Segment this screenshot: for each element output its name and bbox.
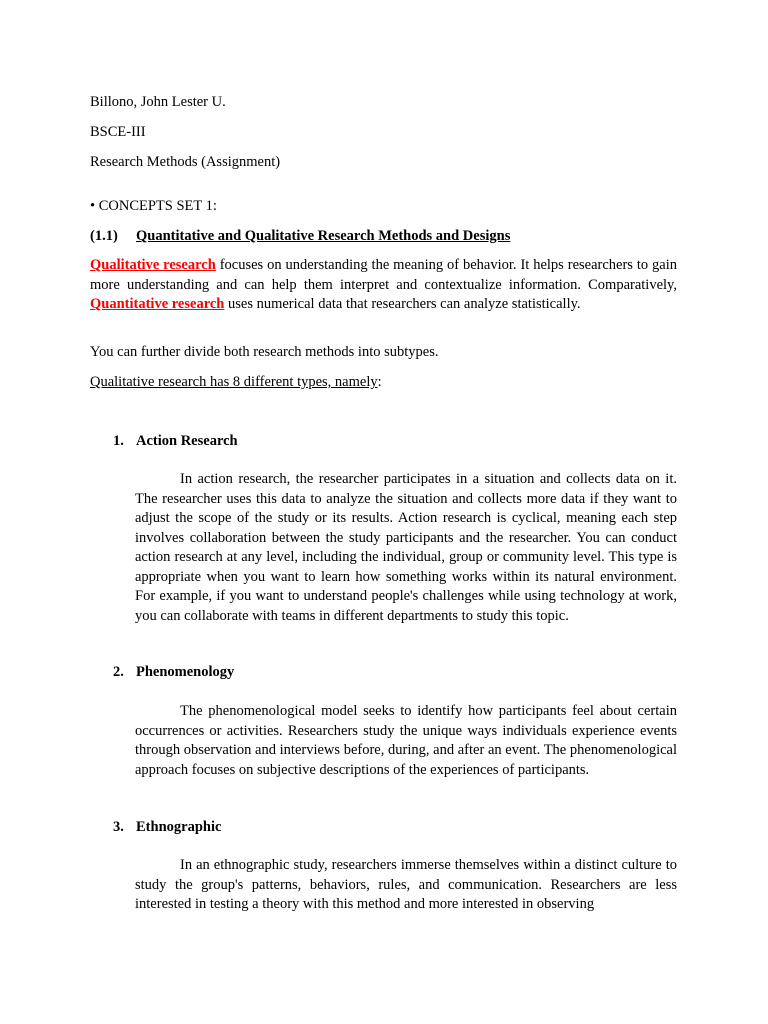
- list-item-heading: [113, 818, 221, 838]
- types-heading: [90, 373, 382, 393]
- list-item-number: 3.: [113, 819, 124, 835]
- list-item-title: Phenomenology: [136, 664, 235, 680]
- quantitative-term: Quantitative research: [90, 296, 225, 312]
- subtypes-sentence: You can further divide both research methods into subtypes.: [90, 344, 439, 360]
- section-heading: [90, 227, 510, 247]
- list-item-body: [135, 702, 677, 780]
- list-item-title: Action Research: [136, 433, 238, 449]
- list-item-body: [135, 856, 677, 915]
- concepts-set-heading: • CONCEPTS SET 1:: [90, 198, 217, 214]
- types-heading-colon: :: [377, 374, 382, 390]
- list-item-heading: [113, 663, 234, 683]
- list-item-heading: [113, 432, 238, 452]
- list-item-text: In an ethnographic study, researchers immerse themselves within a distinct culture to study the group's patterns, behaviors, rules, and communication. Researchers are less interested in testing a theory with this method and more interested in observing: [135, 857, 677, 912]
- section-title: Quantitative and Qualitative Research Methods and Designs: [136, 228, 511, 244]
- list-item-text: The phenomenological model seeks to identify how participants feel about certain occurrences or activities. Researchers study the unique ways individuals experience events through observation and interviews before, during, and after an event. The phenomenological approach focuses on subjective descriptions of the experiences of participants.: [135, 703, 677, 778]
- intro-text-1: focuses on understanding the meaning of behavior. It helps researchers to gain more understanding and can help them interpret and contextualize information. Comparatively,: [90, 257, 677, 293]
- subject-title: Research Methods (Assignment): [90, 154, 281, 170]
- qualitative-term: Qualitative research: [90, 257, 216, 273]
- list-item-title: Ethnographic: [136, 819, 222, 835]
- intro-text-2: uses numerical data that researchers can analyze statistically.: [224, 296, 581, 312]
- list-item-number: 1.: [113, 433, 124, 449]
- list-item-number: 2.: [113, 664, 124, 680]
- list-item-body: [135, 470, 677, 626]
- section-number: (1.1): [90, 228, 118, 244]
- intro-paragraph: [90, 256, 677, 315]
- course-code: BSCE-III: [90, 124, 146, 140]
- list-item-text: In action research, the researcher participates in a situation and collects data on it. The researcher uses this data to analyze the situation and collects more data if they want to adjust the scope of the study or its results. Action research is cyclical, meaning each step involves collaboration between the study participants and the researcher. You can conduct action research at any level, including the individual, group or community level. This type is appropriate when you want to learn how something works within its natural environment. For example, if you want to understand people's challenges while using technology at work, you can collaborate with teams in different departments to study this topic.: [135, 471, 677, 624]
- author-name: Billono, John Lester U.: [90, 94, 226, 110]
- types-heading-text: Qualitative research has 8 different types, namely: [90, 374, 378, 390]
